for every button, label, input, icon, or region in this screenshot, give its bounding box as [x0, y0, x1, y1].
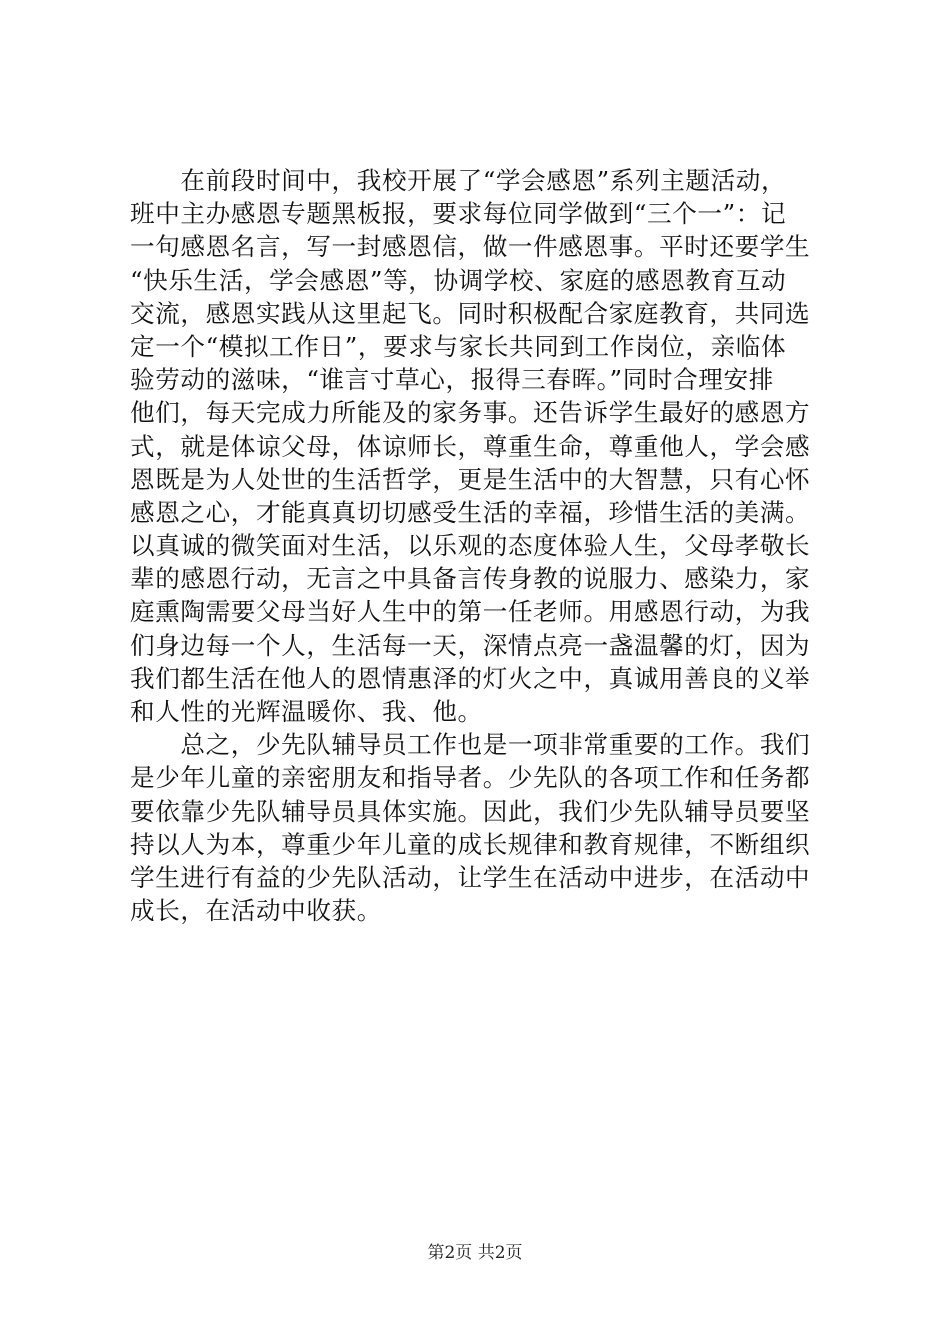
- text-line: 验劳动的滋味，“谁言寸草心，报得三春晖。”同时合理安排: [130, 365, 774, 395]
- text-line: 在前段时间中，我校开展了“学会感恩”系列主题活动，: [130, 166, 787, 195]
- text-line: 持以人为本，尊重少年儿童的成长规律和教育规律，不断组织: [130, 829, 811, 859]
- text-line: 感恩之心，才能真真切切感受生活的幸福，珍惜生活的美满。: [130, 497, 811, 527]
- text-line: 交流，感恩实践从这里起飞。同时积极配合家庭教育，共同选: [130, 298, 811, 328]
- text-line: 辈的感恩行动，无言之中具备言传身教的说服力、感染力，家: [130, 564, 811, 594]
- document-body: [130, 164, 830, 927]
- text-line: 是少年儿童的亲密朋友和指导者。少先队的各项工作和任务都: [130, 763, 811, 793]
- text-line: 定一个“模拟工作日”，要求与家长共同到工作岗位，亲临体: [130, 331, 787, 361]
- page-footer: [0, 1238, 950, 1263]
- text-line: 我们都生活在他人的恩情惠泽的灯火之中，真诚用善良的义举: [130, 663, 811, 693]
- text-line: 式，就是体谅父母，体谅师长，尊重生命，尊重他人，学会感: [130, 431, 811, 461]
- text-line: “快乐生活，学会感恩”等，协调学校、家庭的感恩教育互动: [130, 265, 787, 295]
- text-line: 和人性的光辉温暖你、我、他。: [130, 697, 483, 726]
- text-line: 他们，每天完成力所能及的家务事。还告诉学生最好的感恩方: [130, 398, 811, 428]
- text-line: 庭熏陶需要父母当好人生中的第一任老师。用感恩行动，为我: [130, 597, 811, 627]
- text-line: 恩既是为人处世的生活哲学，更是生活中的大智慧，只有心怀: [130, 464, 811, 494]
- text-line: 学生进行有益的少先队活动，让学生在活动中进步，在活动中: [130, 862, 811, 892]
- text-line: 总之，少先队辅导员工作也是一项非常重要的工作。我们: [130, 730, 811, 760]
- text-line: 以真诚的微笑面对生活，以乐观的态度体验人生，父母孝敬长: [130, 531, 811, 561]
- text-line: 要依靠少先队辅导员具体实施。因此，我们少先队辅导员要坚: [130, 796, 811, 826]
- text-line: 们身边每一个人，生活每一天，深情点亮一盏温馨的灯，因为: [130, 630, 811, 660]
- page-number: 第2页 共2页: [427, 1243, 523, 1263]
- text-line: 一句感恩名言，写一封感恩信，做一件感恩事。平时还要学生: [130, 232, 811, 262]
- text-line: 成长，在活动中收获。: [130, 896, 382, 926]
- text-line: 班中主办感恩专题黑板报，要求每位同学做到“三个一”：记: [130, 199, 787, 229]
